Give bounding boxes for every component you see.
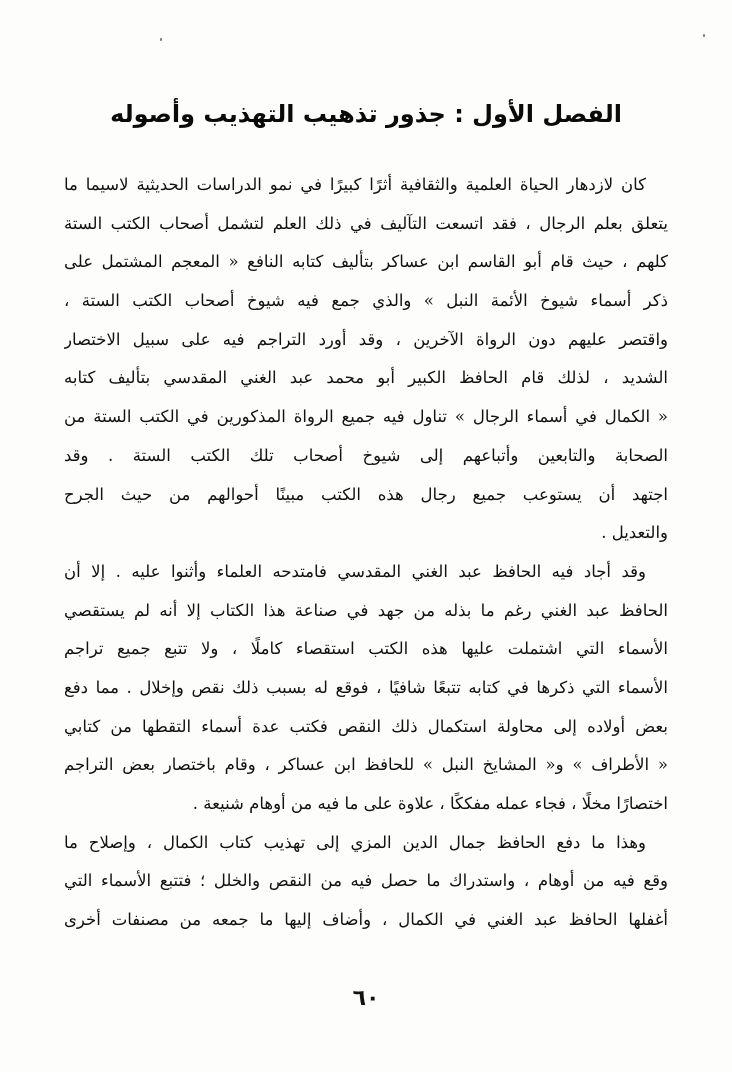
paragraph — [64, 824, 668, 940]
text-line: كلهم ، حيث قام أبو القاسم ابن عساكر بتأليف كتابه النافع « المعجم المشتمل على — [64, 252, 668, 272]
text-line: وقد أجاد فيه الحافظ عبد الغني المقدسي فامتدحه العلماء وأثنوا عليه . إلا أن — [64, 561, 646, 581]
text-line: أغفلها الحافظ عبد الغني في الكمال ، وأضاف إليها ما جمعه من مصنفات أخرى — [64, 910, 668, 930]
text-line: « الكمال في أسماء الرجال » تناول فيه جميع الرواة المذكورين في الكتب الستة من — [64, 407, 668, 427]
chapter-title: الفصل الأول : جذور تذهيب التهذيب وأصوله — [110, 100, 622, 128]
text-line: واقتصر عليهم دون الرواة الآخرين ، وقد أورد التراجم فيه على سبيل الاختصار — [64, 329, 668, 349]
paragraph — [64, 166, 668, 553]
text-line: اجتهد أن يستوعب جميع رجال هذه الكتب مبينًا أحوالهم من حيث الجرح — [64, 484, 668, 504]
text-line: الشديد ، لذلك قام الحافظ الكبير أبو محمد عبد الغني المقدسي بتأليف كتابه — [64, 368, 668, 388]
text-line: يتعلق بعلم الرجال ، فقد اتسعت التآليف في ذلك العلم لتشمل أصحاب الكتب الستة — [64, 213, 668, 233]
text-line: اختصارًا مخلًا ، فجاء عمله مفككًا ، علاوة على ما فيه من أوهام شنيعة . — [192, 794, 668, 813]
scan-speck — [160, 38, 162, 41]
text-line: بعض أولاده إلى محاولة استكمال ذلك النقص فكتب عدة أسماء التقطها من كتابي — [64, 716, 668, 736]
text-line: وهذا ما دفع الحافظ جمال الدين المزي إلى تهذيب كتاب الكمال ، وإصلاح ما — [64, 832, 646, 852]
text-line: ذكر أسماء شيوخ الأئمة النبل » والذي جمع فيه شيوخ أصحاب الكتب الستة ، — [64, 291, 668, 311]
text-line: والتعديل . — [601, 523, 668, 543]
text-line: الأسماء التي اشتملت عليها هذه الكتب استقصاء كاملًا ، ولا تتبع جميع تراجم — [64, 639, 668, 659]
text-line: الحافظ عبد الغني رغم ما بذله من جهد في صناعة هذا الكتاب إلا أنه لم يستقصي — [64, 600, 668, 620]
paragraph — [64, 553, 668, 824]
text-line: كان لازدهار الحياة العلمية والثقافية أثرًا كبيرًا في نمو الدراسات الحديثية لاسيما ما — [64, 175, 646, 194]
scan-speck — [703, 34, 705, 37]
text-line: وقع فيه من أوهام ، واستدراك ما حصل فيه من النقص والخلل ؛ فتتبع الأسماء التي — [64, 871, 668, 891]
body-text — [64, 166, 668, 940]
text-line: الصحابة والتابعين وأتباعهم إلى شيوخ أصحاب تلك الكتب الستة . وقد — [64, 445, 668, 465]
text-line: الأسماء التي ذكرها في كتابه تتبعًا شافيًا ، فوقع له بسبب ذلك نقص وإخلال . مما دفع — [64, 677, 668, 697]
text-line: « الأطراف » و« المشايخ النبل » للحافظ ابن عساكر ، وقام باختصار بعض التراجم — [64, 755, 668, 775]
page-number: ٦٠ — [352, 986, 380, 1011]
